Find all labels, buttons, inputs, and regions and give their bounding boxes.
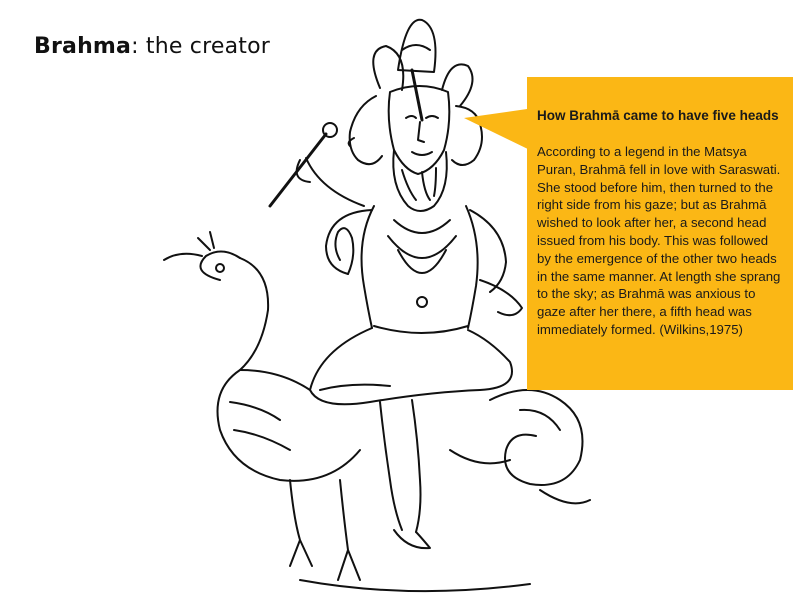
callout-body: According to a legend in the Matsya Puran, Brahmā fell in love with Saraswati. She stood before him, then turned to the right side from his gaze; but as Brahmā wished to look after her, a second head issued from his body. This was followed by the emergence of the other two heads in the same manner. At length she sprang to the sky; as Brahmā was anxious to gaze after her there, a fifth head was immediately formed. (Wilkins,1975) (537, 144, 781, 337)
legend-callout (527, 77, 793, 390)
slide-title-bold: Brahma (34, 34, 132, 59)
callout-heading: How Brahmā came to have five heads (537, 108, 779, 123)
slide-title-rest: : the creator (131, 34, 271, 59)
